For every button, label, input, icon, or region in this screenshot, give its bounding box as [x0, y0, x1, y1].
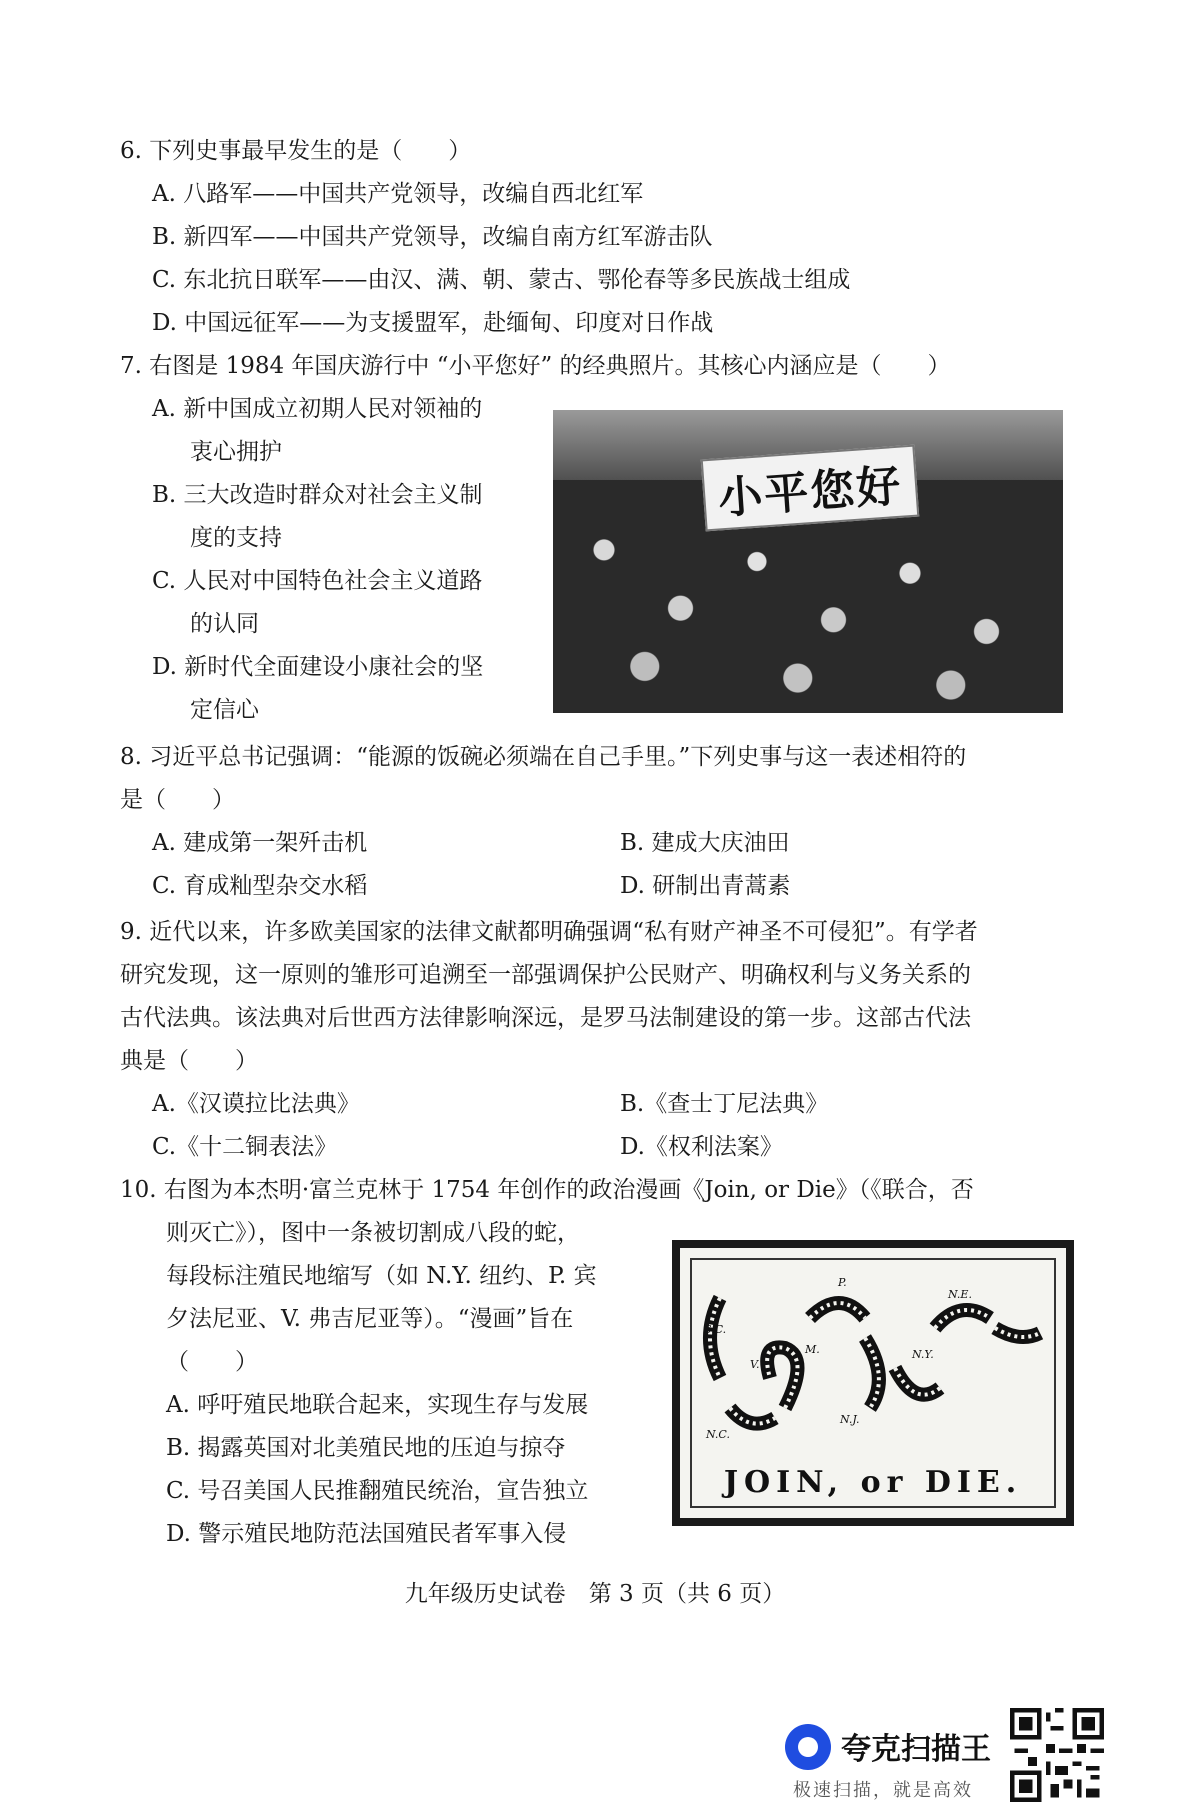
watermark-slogan: 极速扫描，就是高效 — [793, 1780, 973, 1801]
snake-segment — [935, 1310, 990, 1328]
question-9-option-d: D.《权利法案》 — [620, 1134, 783, 1160]
question-7-option-b-line1: B. 三大改造时群众对社会主义制 — [152, 482, 483, 508]
question-10-stem-line3: 每段标注殖民地缩写（如 N.Y. 纽约、P. 宾 — [166, 1263, 597, 1289]
question-9-stem-line3: 古代法典。该法典对后世西方法律影响深远，是罗马法制建设的第一步。这部古代法 — [120, 1005, 971, 1031]
question-9-option-c: C.《十二铜表法》 — [152, 1134, 338, 1160]
scanner-logo-icon — [785, 1724, 831, 1770]
question-10-option-b: B. 揭露英国对北美殖民地的压迫与掠夺 — [166, 1435, 566, 1461]
watermark-brand: 夸克扫描王 — [841, 1732, 991, 1767]
label-nj: N.J. — [840, 1413, 860, 1426]
question-9-stem-line4: 典是（ ） — [120, 1048, 258, 1074]
question-9-stem-line2: 研究发现，这一原则的雏形可追溯至一部强调保护公民财产、明确权利与义务关系的 — [120, 962, 971, 988]
question-6-option-a: A. 八路军——中国共产党领导，改编自西北红军 — [152, 181, 644, 207]
label-sc: S.C. — [704, 1323, 727, 1336]
question-8-option-b: B. 建成大庆油田 — [620, 830, 790, 856]
question-9-stem-line1: 9. 近代以来，许多欧美国家的法律文献都明确强调“私有财产神圣不可侵犯”。有学者 — [120, 919, 978, 945]
question-10-option-a: A. 呼吁殖民地联合起来，实现生存与发展 — [166, 1392, 589, 1418]
question-10-option-d: D. 警示殖民地防范法国殖民者军事入侵 — [166, 1521, 567, 1547]
label-ne: N.E. — [948, 1288, 972, 1301]
question-10-stem-line4: 夕法尼亚、V. 弗吉尼亚等）。“漫画”旨在 — [166, 1306, 574, 1332]
question-7-option-d-line2: 定信心 — [190, 697, 259, 723]
snake-segment — [767, 1347, 797, 1408]
question-8-option-c: C. 育成籼型杂交水稻 — [152, 873, 368, 899]
scanner-watermark — [785, 1716, 995, 1806]
question-10-stem-line5: （ ） — [166, 1349, 258, 1375]
snake-illustration — [690, 1258, 1056, 1458]
label-m: M. — [805, 1343, 820, 1356]
join-or-die-cartoon — [672, 1240, 1074, 1526]
question-6-option-b: B. 新四军——中国共产党领导，改编自南方红军游击队 — [152, 224, 713, 250]
label-ny: N.Y. — [912, 1348, 934, 1361]
question-7-option-a-line1: A. 新中国成立初期人民对领袖的 — [152, 396, 483, 422]
label-nc: N.C. — [706, 1428, 730, 1441]
question-8-stem-line1: 8. 习近平总书记强调：“能源的饭碗必须端在自己手里。”下列史事与这一表述相符的 — [120, 744, 967, 770]
question-10-stem-line2: 则灭亡》），图中一条被切割成八段的蛇， — [166, 1220, 580, 1246]
question-7-option-d-line1: D. 新时代全面建设小康社会的坚 — [152, 654, 484, 680]
question-7-stem: 7. 右图是 1984 年国庆游行中 “小平您好” 的经典照片。其核心内涵应是（ ） — [120, 353, 951, 379]
xiaoping-parade-photo — [553, 410, 1063, 713]
question-7-option-a-line2: 衷心拥护 — [190, 439, 282, 465]
question-6-stem: 6. 下列史事最早发生的是（ ） — [120, 138, 472, 164]
question-8-option-a: A. 建成第一架歼击机 — [152, 830, 368, 856]
question-8-option-d: D. 研制出青蒿素 — [620, 873, 791, 899]
question-7-option-c-line2: 的认同 — [190, 611, 259, 637]
question-7-option-b-line2: 度的支持 — [190, 525, 282, 551]
question-7-option-c-line1: C. 人民对中国特色社会主义道路 — [152, 568, 483, 594]
question-10-option-c: C. 号召美国人民推翻殖民统治，宣告独立 — [166, 1478, 589, 1504]
question-9-option-a: A.《汉谟拉比法典》 — [152, 1091, 360, 1117]
cartoon-caption: JOIN, or DIE. — [723, 1465, 1023, 1500]
snake-segment — [810, 1303, 865, 1318]
label-v: V. — [750, 1358, 760, 1371]
question-6-option-d: D. 中国远征军——为支援盟军，赴缅甸、印度对日作战 — [152, 310, 714, 336]
label-p: P. — [838, 1276, 847, 1289]
qr-code-icon — [1010, 1708, 1104, 1802]
question-8-stem-line2: 是（ ） — [120, 787, 235, 813]
question-9-option-b: B.《查士丁尼法典》 — [620, 1091, 829, 1117]
question-10-stem-line1: 10. 右图为本杰明·富兰克林于 1754 年创作的政治漫画《Join, or Die》（《联合，否 — [120, 1177, 974, 1203]
page-footer: 九年级历史试卷 第 3 页（共 6 页） — [404, 1581, 786, 1607]
question-6-option-c: C. 东北抗日联军——由汉、满、朝、蒙古、鄂伦春等多民族战士组成 — [152, 267, 851, 293]
photo-banner: 小平您好 — [701, 445, 920, 532]
